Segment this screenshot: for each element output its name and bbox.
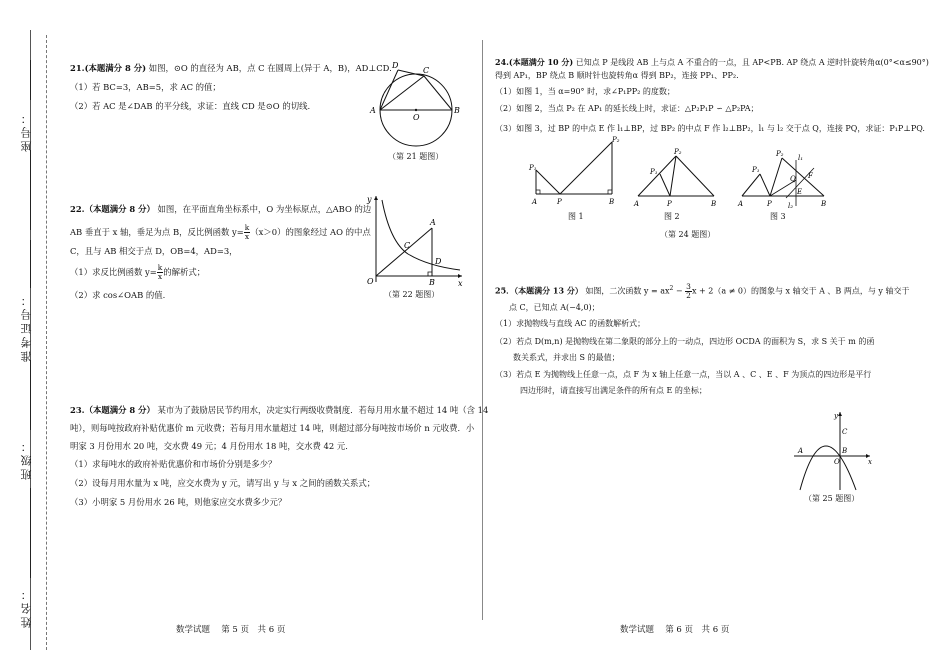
- q24-part3: （3）如图 3，过 BP 的中点 E 作 l₁⊥BP，过 BP₂ 的中点 F 作 l₂⊥BP₂，l₁ 与 l₂ 交于点 Q，连接 PQ，求证：P₁P⊥PQ.: [495, 124, 925, 133]
- q21-line-dc: [398, 70, 424, 76]
- q23-line1: [70, 404, 488, 416]
- name-underline: [30, 488, 31, 578]
- q24-figure-3: [736, 148, 832, 210]
- q22-line2b: （x＞0）的图象经过 AO 的中点: [250, 227, 371, 237]
- q22-figure: [362, 192, 466, 286]
- q24f3-line-pp2: [770, 158, 782, 196]
- q25-part2b: 数关系式，并求出 S 的最值；: [513, 353, 620, 362]
- q24-line1-text: 已知点 P 是线段 AB 上与点 A 不重合的一点，且 AP<PB. AP 绕点 A 逆时针旋转角α(0°<α≤90°): [575, 58, 929, 67]
- q22-right-angle: [428, 272, 432, 276]
- q22-line3: C，且与 AB 相交于点 D，OB=4，AD=3，: [70, 246, 238, 256]
- binding-dashed-line: [46, 35, 47, 650]
- q22-part2: （2）求 cos∠OAB 的值.: [70, 290, 166, 300]
- q25-label-y: y: [834, 412, 838, 420]
- q22-caption: （第 22 题图）: [384, 290, 440, 299]
- q24f2-line-p2b: [676, 156, 714, 196]
- q25-part3a: （3）若点 E 为抛物线上任意一点，点 F 为 x 轴上任意一点，当以 A 、C 、E 、F 为顶点的四边形是平行: [495, 370, 872, 379]
- q24f3-label-p1: P₁: [752, 166, 760, 174]
- q24f3-label-l1: l₁: [798, 154, 804, 162]
- q25-line1a: 如图，二次函数 y = ax: [585, 286, 670, 296]
- q24f3-label-e: E: [797, 188, 803, 196]
- class-label: 班级：: [20, 438, 33, 480]
- q22-p1-frac-num: k: [157, 263, 163, 272]
- q22-p1b: 的解析式；: [163, 267, 206, 277]
- q21-caption: （第 21 题图）: [388, 152, 444, 161]
- q25-frac-num: 3: [686, 282, 691, 292]
- q25-sup-2: 2: [669, 285, 674, 292]
- q24f3-line-p2b: [782, 158, 824, 196]
- q22-label-y: y: [367, 195, 372, 204]
- q25-line2: 点 C，已知点 A(−4,0)；: [509, 303, 600, 312]
- q25-fraction: [685, 283, 692, 300]
- footer-right: 数学试题 第 6 页 共 6 页: [620, 625, 730, 635]
- q21-label-b: B: [454, 106, 460, 115]
- q24f1-line-pp2: [560, 142, 612, 194]
- q24f1-label-p2: P₂: [612, 136, 620, 144]
- q23-part1: （1）求每吨水的政府补贴优惠价和市场价分别是多少？: [70, 459, 277, 469]
- q24-figure-1: [528, 134, 628, 210]
- q22-line2a: AB 垂直于 x 轴，垂足为点 B，反比例函数 y=: [70, 227, 244, 237]
- q24f3-label-p2: P₂: [776, 150, 784, 158]
- q24f3-label-a: A: [738, 200, 744, 208]
- seat-label: 座号：: [20, 110, 33, 152]
- q24f1-label-b: B: [609, 198, 615, 206]
- q24f1-right-angle-a: [536, 190, 540, 194]
- q24f2-label-p2: P₂: [674, 148, 682, 156]
- q22-hyperbola: [382, 200, 460, 270]
- q22-line2: [70, 224, 371, 241]
- q23-part3: （3）小明家 5 月份用水 26 吨，则他家应交水费多少元？: [70, 497, 287, 507]
- q24f3-label-l2: l₂: [788, 202, 794, 210]
- q22-line1: [70, 203, 371, 215]
- q25-caption: （第 25 题图）: [804, 494, 860, 503]
- q25-frac-den: 2: [686, 291, 691, 301]
- q24f1-label-p: P: [557, 198, 562, 206]
- q24f3-label-b: B: [821, 200, 827, 208]
- q22-label-x: x: [458, 279, 463, 286]
- q24-part2: （2）如图 2，当点 P₂ 在 AP₁ 的延长线上时，求证：△P₂P₁P ∽ △P₂PA；: [495, 104, 759, 113]
- q24-fig1-label: 图 1: [568, 212, 584, 221]
- q25-label-x: x: [868, 458, 872, 466]
- q25-part3b: 四边形时，请直接写出满足条件的所有点 E 的坐标；: [520, 386, 707, 395]
- q21-label-d: D: [392, 61, 399, 70]
- q25-label-a: A: [798, 447, 804, 455]
- q25-label-o: O: [834, 458, 840, 466]
- q25-line1b: x + 2（a ≠ 0）的图象与 x 轴交于 A 、B 两点，与 y 轴交于: [691, 286, 910, 296]
- q24-fig3-label: 图 3: [770, 212, 786, 221]
- q21-part1: （1）若 BC=3，AB=5，求 AC 的值；: [70, 82, 221, 92]
- q22-y-arrow: [374, 196, 378, 200]
- q25-line1: 25．（本题满分 13 分） 如图，二次函数 $y = ax^2$ − $\frac{3}{2}$ x + 2（a ≠ 0）的图象与 x 轴交于 A 、B 两点，与 y 轴交于: [495, 282, 910, 301]
- q24f2-line-p1p: [660, 174, 670, 196]
- q24-part1: （1）如图 1，当 α=90° 时，求∠P₁PP₂ 的度数；: [495, 87, 675, 96]
- q24f2-label-a: A: [634, 200, 640, 208]
- q23-part2: （2）设每月用水量为 x 吨，应交水费为 y 元，请写出 y 与 x 之间的函数关系式；: [70, 478, 376, 488]
- q24f2-label-p1: P₁: [650, 168, 658, 176]
- q22-title: 22.（本题满分 8 分）: [70, 204, 155, 214]
- q24f3-label-f: F: [808, 172, 813, 180]
- q25-figure: [790, 408, 874, 492]
- seat-underline: [30, 60, 31, 100]
- q21-figure: [368, 58, 464, 150]
- q22-p1a: （1）求反比例函数 y=: [70, 267, 157, 277]
- q22-label-b: B: [429, 278, 435, 286]
- q22-part1: [70, 264, 205, 281]
- q24f1-label-a: A: [532, 198, 538, 206]
- q21-title: 21.(本题满分 8 分): [70, 63, 147, 73]
- q25-label-c: C: [842, 428, 848, 436]
- q22-line1-text: 如图，在平面直角坐标系中，O 为坐标原点，△ABO 的边: [157, 204, 372, 214]
- q24f1-label-p1: P₁: [529, 164, 537, 172]
- q23-line1-text: 某市为了鼓励居民节约用水，决定实行两级收费制度．若每月用水量不超过 14 吨（含 14: [157, 405, 489, 415]
- q23-line2: 吨），则每吨按政府补贴优惠价 m 元收费；若每月用水量超过 14 吨，则超过部分每吨按市场价 n 元收费．小: [70, 423, 475, 433]
- q22-line-oa: [376, 228, 432, 276]
- q25-parabola: [800, 446, 856, 490]
- q25-title: 25．（本题满分 13 分）: [495, 285, 583, 296]
- q21-part2: （2）若 AC 是∠DAB 的平分线，求证：直线 CD 是⊙O 的切线.: [70, 101, 311, 111]
- name-label: 姓名：: [20, 586, 33, 628]
- q24f2-line-ap2: [638, 156, 676, 196]
- q25-label-b: B: [842, 447, 848, 455]
- q24f3-line-p1p: [760, 174, 770, 196]
- q22-frac-den: x: [244, 232, 250, 241]
- q22-frac-num: k: [244, 223, 250, 232]
- q21-line-ad: [380, 70, 398, 110]
- q24-figure-2: [630, 148, 722, 210]
- q22-p1-frac-den: x: [157, 272, 163, 281]
- q21-label-c: C: [423, 66, 430, 75]
- q21-chord-ac: [380, 76, 424, 110]
- q22-label-o: O: [367, 277, 374, 286]
- q24-caption: （第 24 题图）: [660, 230, 716, 239]
- q25-y-arrow: [838, 412, 842, 416]
- page-divider: [482, 40, 483, 620]
- q22-x-arrow: [458, 274, 462, 278]
- q24-title: 24.(本题满分 10 分): [495, 57, 574, 67]
- q25-part2a: （2）若点 D(m,n) 是抛物线在第二象限的部分上的一动点，四边形 OCDA 的面积为 S，求 S 关于 m 的函: [495, 337, 875, 346]
- exam-number-label: 准考证号：: [20, 292, 33, 362]
- q22-label-c: C: [404, 241, 411, 250]
- q24f2-label-p: P: [667, 200, 672, 208]
- q21-stem-line: [70, 62, 392, 74]
- q24-fig2-label: 图 2: [664, 212, 680, 221]
- q25-part1: （1）求抛物线与直线 AC 的函数解析式；: [495, 319, 646, 328]
- q22-label-d: D: [435, 257, 442, 266]
- footer-left: 数学试题 第 5 页 共 6 页: [176, 625, 286, 635]
- q23-line3: 明家 3 月份用水 20 吨，交水费 49 元；4 月份用水 18 吨，交水费 42 元．: [70, 441, 354, 451]
- q22-label-a: A: [430, 218, 436, 227]
- q21-label-a: A: [370, 106, 376, 115]
- q24f3-line-ap1: [742, 174, 760, 196]
- class-underline: [30, 360, 31, 430]
- q24f2-label-b: B: [711, 200, 717, 208]
- q21-label-o: O: [413, 113, 420, 122]
- q24f3-label-p: P: [767, 200, 772, 208]
- q24f1-right-angle-b: [608, 190, 612, 194]
- q21-center-dot: [415, 109, 417, 111]
- q24f3-label-q: Q: [790, 175, 796, 183]
- seat-underline-2: [30, 150, 31, 230]
- q21-stem: 如图，⊙O 的直径为 AB，点 C 在圆周上(异于 A，B)，AD⊥CD.: [148, 63, 392, 73]
- q24f1-line-p1p: [536, 170, 560, 194]
- q24-line2: 得到 AP₁，BP 绕点 B 顺时针也旋转角α 得到 BP₂，连接 PP₁、PP₂.: [495, 71, 739, 80]
- q24-line1: [495, 56, 929, 69]
- q23-title: 23.（本题满分 8 分）: [70, 405, 155, 415]
- exam-number-underline: [30, 240, 31, 288]
